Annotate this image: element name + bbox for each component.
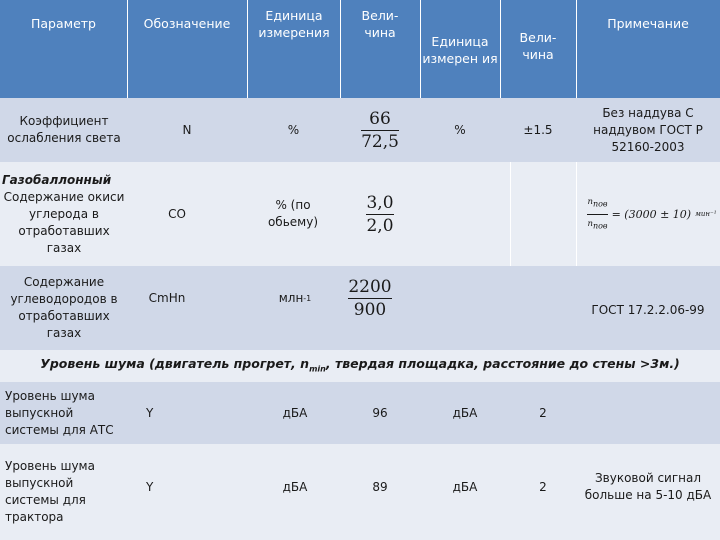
noise-ats-value2: 2 <box>539 405 547 420</box>
section-subscript: min <box>309 364 326 374</box>
fraction-bar <box>587 214 607 215</box>
rpm-formula-denominator <box>587 216 607 235</box>
opacity-note: Без наддува С наддувом ГОСТ Р 52160-2003 <box>593 105 703 154</box>
formula-symbol: n <box>587 218 593 229</box>
fraction-bar <box>348 298 391 299</box>
co-fraction-denominator: 2,0 <box>366 215 394 236</box>
ch-value1 <box>330 266 410 330</box>
noise-ats-unit2: дБА <box>452 405 478 420</box>
header-divider <box>247 0 248 98</box>
header-value1: Вели- чина <box>361 8 399 40</box>
ch-fraction-numerator: 2200 <box>348 276 392 297</box>
ch-unit1 <box>250 266 340 330</box>
opacity-value1 <box>340 98 420 162</box>
opacity-fraction-denominator: 72,5 <box>361 131 399 152</box>
noise-tractor-value1: 89 <box>372 479 388 494</box>
co-unit1: % (по обьему) <box>267 198 319 229</box>
opacity-unit1: % <box>287 122 300 137</box>
co-param <box>2 162 126 266</box>
fraction-bar <box>361 130 399 131</box>
header-unit2: Единица измерен ия <box>422 34 498 66</box>
header-unit1: Единица измерения <box>258 8 330 40</box>
rpm-formula-fraction <box>587 194 607 234</box>
rpm-formula <box>587 194 716 234</box>
formula-symbol: n <box>587 196 593 207</box>
noise-tractor-unit2: дБА <box>452 479 478 494</box>
rpm-formula-expression: = (3000 ± 10) <box>611 207 692 221</box>
co-param-text: Содержание окиси углерода в отработавших газах <box>3 189 125 255</box>
opacity-fraction <box>361 109 399 152</box>
co-value1 <box>340 162 420 266</box>
rpm-formula-numerator <box>587 194 607 213</box>
section-text-start: Уровень шума (двигатель прогрет, n <box>40 355 310 371</box>
header-divider <box>340 0 341 98</box>
ch-unit1-exponent: -1 <box>303 293 312 303</box>
noise-tractor-param: Уровень шума выпускной системы для трактора <box>5 459 95 524</box>
header-value2: Вели- чина <box>519 30 557 62</box>
ch-fraction <box>348 277 391 320</box>
opacity-designation: N <box>182 122 192 137</box>
section-text-end: , твердая площадка, расстояние до стены >3м.) <box>325 355 680 371</box>
noise-ats-value1: 96 <box>372 405 388 420</box>
noise-ats-unit1: дБА <box>282 405 308 420</box>
header-note: Примечание <box>607 15 689 31</box>
row-divider <box>576 162 577 266</box>
noise-section-text <box>40 355 680 378</box>
header-divider <box>500 0 501 98</box>
noise-ats-designation: Y <box>146 405 154 420</box>
ch-fraction-denominator: 900 <box>353 299 387 320</box>
noise-tractor-designation: Y <box>146 479 154 494</box>
rpm-formula-unit: мин⁻¹ <box>695 209 717 218</box>
header-param: Параметр <box>31 15 96 31</box>
ch-designation: CmHn <box>148 290 186 305</box>
ch-note: ГОСТ 17.2.2.06-99 <box>591 302 705 317</box>
formula-subscript: пов <box>592 221 608 231</box>
noise-tractor-value2: 2 <box>539 479 547 494</box>
row-divider <box>510 162 511 266</box>
co-fraction <box>366 193 393 236</box>
header-designation: Обозначение <box>143 15 231 31</box>
fraction-bar <box>366 214 393 215</box>
opacity-value2: ±1.5 <box>523 122 553 137</box>
noise-tractor-note: Звуковой сигнал больше на 5-10 дБА <box>584 471 712 502</box>
ch-unit1-text: млн <box>278 290 304 305</box>
opacity-unit2: % <box>454 122 466 137</box>
opacity-fraction-numerator: 66 <box>369 108 391 129</box>
noise-ats-param: Уровень шума выпускной системы для АТС <box>5 388 114 437</box>
formula-subscript: пов <box>592 199 608 209</box>
co-fraction-numerator: 3,0 <box>366 192 394 213</box>
noise-tractor-unit1: дБА <box>282 479 308 494</box>
co-param-bold: Газобаллонный <box>2 172 112 187</box>
opacity-param: Коэффициент ослабления света <box>7 114 121 145</box>
noise-section-title <box>0 350 720 382</box>
co-formula <box>586 162 718 266</box>
ch-param: Содержание углеводородов в отработавших газах <box>10 275 118 340</box>
co-designation: CO <box>168 206 186 221</box>
